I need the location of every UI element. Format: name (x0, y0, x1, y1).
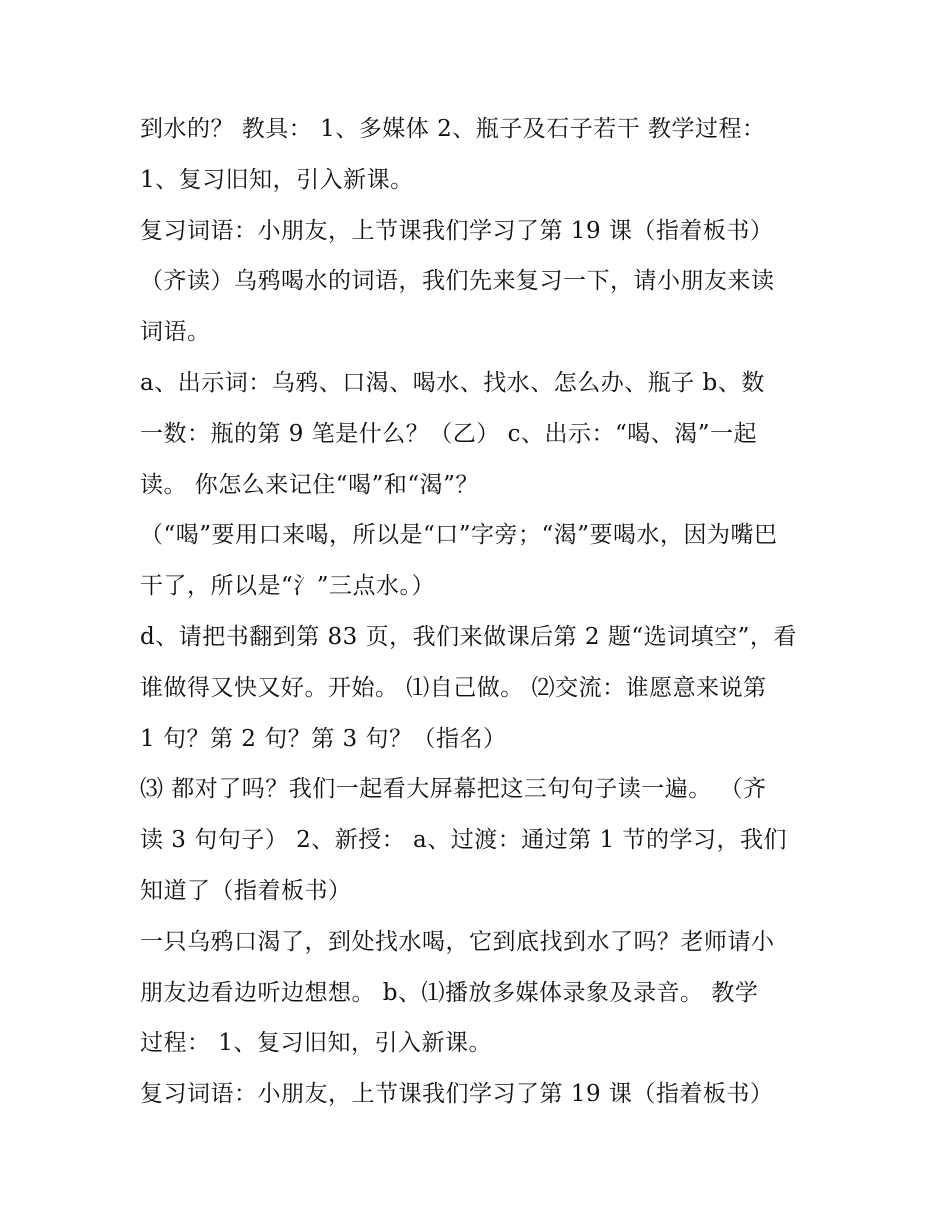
text-line: 一只乌鸦口渴了，到处找水喝，它到底找到水了吗？老师请小 (140, 929, 775, 955)
text-line: 词语。 (140, 319, 211, 345)
text-line: 朋友边看边听边想想。 b、⑴播放多媒体录象及录音。 教学 (140, 980, 759, 1006)
text-line: 读 3 句句子） 2、新授： a、过渡：通过第 1 节的学习，我们 (140, 827, 787, 853)
text-line: 复习词语：小朋友，上节课我们学习了第 19 课（指着板书） (140, 218, 774, 244)
text-line: （“喝”要用口来喝，所以是“口”字旁；“渴”要喝水，因为嘴巴 (140, 522, 778, 548)
text-line: （齐读）乌鸦喝水的词语，我们先来复习一下，请小朋友来读 (140, 268, 775, 294)
text-line: 读。 你怎么来记住“喝”和“渴”？ (140, 472, 479, 498)
text-line: a、出示词：乌鸦、口渴、喝水、找水、怎么办、瓶子 b、数 (140, 370, 765, 396)
text-line: ⑶ 都对了吗？我们一起看大屏幕把这三句句子读一遍。 （齐 (140, 776, 767, 802)
text-line: 谁做得又快又好。开始。 ⑴自己做。 ⑵交流：谁愿意来说第 (140, 675, 767, 701)
text-line: d、请把书翻到第 83 页，我们来做课后第 2 题“选词填空”，看 (140, 624, 797, 650)
text-line: 到水的？ 教具： 1、多媒体 2、瓶子及石子若干 教学过程： (140, 116, 766, 142)
text-line: 1、复习旧知，引入新课。 (140, 167, 414, 193)
text-line: 知道了（指着板书） (140, 878, 352, 904)
text-line: 1 句？第 2 句？第 3 句？（指名） (140, 726, 507, 752)
text-line: 过程： 1、复习旧知，引入新课。 (140, 1030, 492, 1056)
text-line: 复习词语：小朋友，上节课我们学习了第 19 课（指着板书） (140, 1081, 774, 1107)
text-line: 干了，所以是“氵”三点水。） (140, 573, 436, 599)
text-line: 一数：瓶的第 9 笔是什么？（乙） c、出示：“喝、渴”一起 (140, 421, 757, 447)
